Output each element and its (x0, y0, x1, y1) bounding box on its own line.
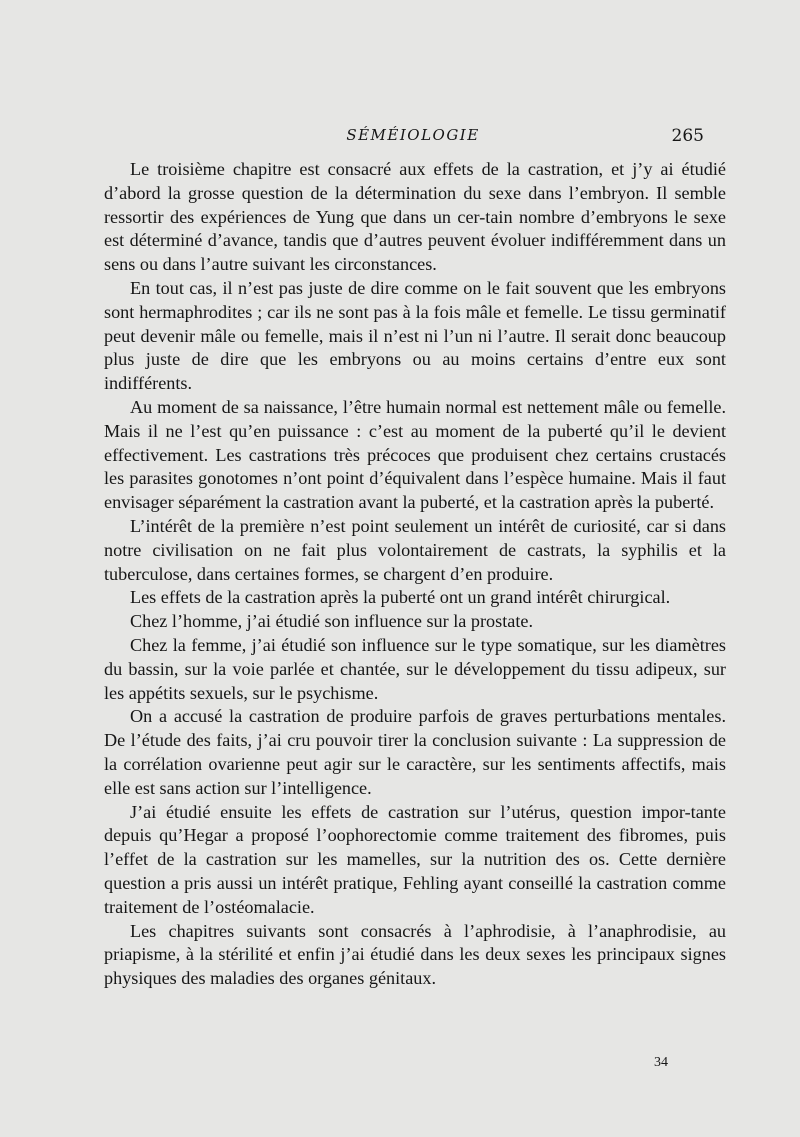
paragraph-embryos: En tout cas, il n’est pas juste de dire comme on le fait souvent que les embryons sont hermaphrodites ; car ils ne sont pas à la fois mâle et femelle. Le tissu germinatif peut devenir mâle ou femelle, mais il n’est ni l’un ni l’autre. Il serait donc beaucoup plus juste de dire que les embryons ou au moins certains d’entre eux sont indifférents. (104, 277, 726, 394)
paragraph-surgical-interest: Les effets de la castration après la puberté ont un grand intérêt chirurgical. (130, 587, 671, 608)
paragraph-mental-effects: On a accusé la castration de produire parfois de graves perturbations mentales. De l’étude des faits, j’ai cru pouvoir tirer la conclusion suivante : La suppression de la corrélation ovarienne peut agir sur le caractère, sur les sentiments affectifs, mais elle est sans action sur l’intelligence. (104, 706, 726, 798)
running-title: SÉMÉIOLOGIE (346, 126, 480, 144)
paragraph-first-castration: L’intérêt de la première n’est point seulement un intérêt de curiosité, car si dans notre civilisation on ne fait plus volontairement de castrats, la syphilis et la tuberculose, dans certaines formes, se chargent d’en produire. (104, 515, 726, 584)
paragraph-following-chapters: Les chapitres suivants sont consacrés à l’aphrodisie, à l’anaphrodisie, au priapisme, à la stérilité et enfin j’ai étudié dans les deux sexes les principaux signes physiques des maladies des organes génitaux. (104, 920, 726, 989)
running-head (0, 126, 800, 150)
paragraph-birth-puberty: Au moment de sa naissance, l’être humain normal est nettement mâle ou femelle. Mais il ne l’est qu’en puissance : c’est au moment de la puberté qu’il le devient effectivement. Les castrations très précoces que produisent chez certains crustacés les parasites gonotomes n’ont point d’équivalent dans l’espèce humaine. Mais il faut envisager séparément la castration avant la puberté, et la castration après la puberté. (104, 396, 726, 513)
paragraph-man-prostate: Chez l’homme, j’ai étudié son influence sur la prostate. (130, 611, 534, 632)
paragraph-uterus-effects: J’ai étudié ensuite les effets de castration sur l’utérus, question impor-tante depuis qu’Hegar a proposé l’oophorectomie comme traitement des fibromes, puis l’effet de la castration sur les mamelles, sur la nutrition des os. Cette dernière question a pris aussi un intérêt pratique, Fehling ayant conseillé la castration comme traitement de l’ostéomalacie. (104, 801, 726, 917)
paragraph-castration-chapter: Le troisième chapitre est consacré aux effets de la castration, et j’y ai étudié d’abord la grosse question de la détermination du sexe dans l’embryon. Il semble ressortir des expériences de Yung que dans un cer-tain nombre d’embryons le sexe est déterminé d’avance, tandis que d’autres peuvent évoluer indifféremment dans un sens ou dans l’autre suivant les circonstances. (104, 159, 726, 275)
body-text (104, 158, 726, 991)
page-number: 265 (671, 126, 704, 146)
paragraph-woman-effects: Chez la femme, j’ai étudié son influence sur le type somatique, sur les diamètres du bassin, sur la voie parlée et chantée, sur le développement du tissu adipeux, sur les appétits sexuels, sur le psychisme. (104, 634, 726, 703)
signature-mark: 34 (654, 1055, 668, 1070)
